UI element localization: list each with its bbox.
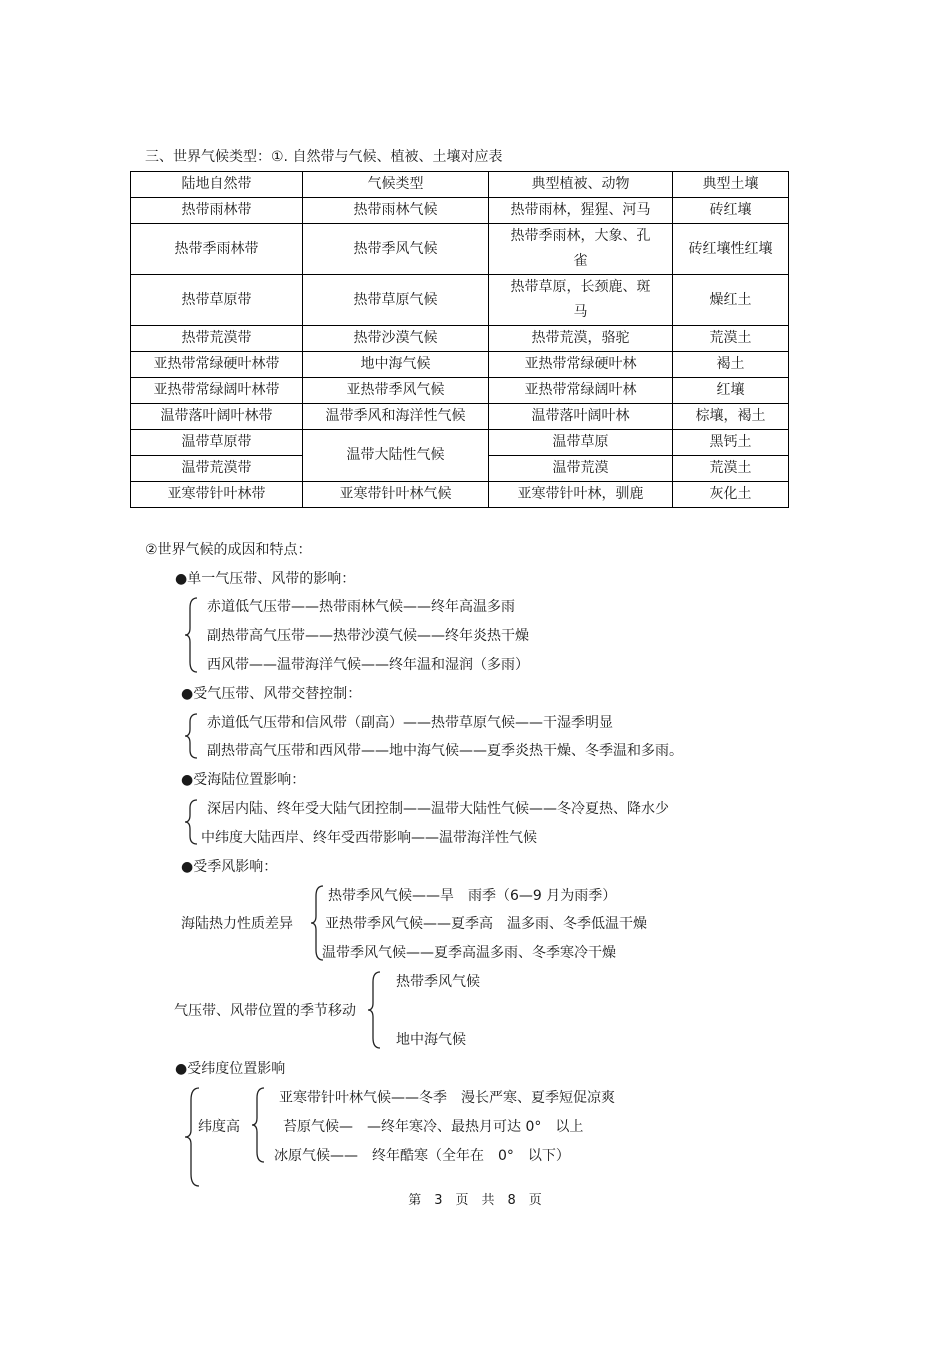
table-header-cell: 陆地自然带 bbox=[131, 172, 303, 198]
brace-label: 气压带、风带位置的季节移动 bbox=[174, 1003, 356, 1019]
table-cell: 亚热带常绿硬叶林带 bbox=[131, 352, 303, 378]
section-heading: ●受气压带、风带交替控制： bbox=[181, 686, 362, 702]
table-cell: 亚热带常绿阔叶林带 bbox=[131, 378, 303, 404]
table-cell: 地中海气候 bbox=[303, 352, 489, 378]
cause-line: 亚寒带针叶林气候——冬季 漫长严寒、夏季短促凉爽 bbox=[279, 1090, 615, 1106]
cause-line: 副热带高气压带和西风带——地中海气候——夏季炎热干燥、冬季温和多雨。 bbox=[207, 743, 683, 759]
table-cell: 亚热带常绿阔叶林 bbox=[489, 378, 673, 404]
table-row bbox=[131, 224, 789, 275]
climate-table bbox=[130, 171, 789, 508]
cause-line: 亚热带季风气候——夏季高 温多雨、冬季低温干燥 bbox=[325, 916, 647, 932]
table-cell: 亚热带季风气候 bbox=[303, 378, 489, 404]
table-cell: 温带草原带 bbox=[131, 430, 303, 456]
cause-line: 中纬度大陆西岸、终年受西带影响——温带海洋性气候 bbox=[201, 830, 537, 846]
curly-brace bbox=[183, 712, 201, 760]
table-cell: 温带荒漠 bbox=[489, 456, 673, 482]
table-cell: 热带草原，长颈鹿、斑马 bbox=[489, 275, 673, 326]
cause-line: 温带季风气候——夏季高温多雨、冬季寒冷干燥 bbox=[322, 945, 616, 961]
table-header-cell: 典型植被、动物 bbox=[489, 172, 673, 198]
curly-brace bbox=[183, 1086, 203, 1188]
cause-line: 副热带高气压带——热带沙漠气候——终年炎热干燥 bbox=[207, 628, 529, 644]
cause-line: 深居内陆、终年受大陆气团控制——温带大陆性气候——冬冷夏热、降水少 bbox=[207, 801, 669, 817]
table-row bbox=[131, 378, 789, 404]
section-title: 三、世界气候类型：①. 自然带与气候、植被、土壤对应表 bbox=[145, 149, 503, 165]
cause-line: 西风带——温带海洋气候——终年温和湿润（多雨） bbox=[207, 657, 529, 673]
table-cell: 热带季雨林，大象、孔雀 bbox=[489, 224, 673, 275]
table-cell: 温带落叶阔叶林带 bbox=[131, 404, 303, 430]
table-cell: 热带季风气候 bbox=[303, 224, 489, 275]
table-cell: 灰化土 bbox=[673, 482, 789, 508]
table-cell: 燥红土 bbox=[673, 275, 789, 326]
table-row bbox=[131, 430, 789, 456]
cause-line: 热带季风气候——旱 雨季（6—9 月为雨季） bbox=[328, 888, 617, 904]
table-cell: 砖红壤 bbox=[673, 198, 789, 224]
table-header-cell: 典型土壤 bbox=[673, 172, 789, 198]
cause-line: 冰原气候—— 终年酷寒（全年在 0° 以下） bbox=[274, 1148, 570, 1164]
table-cell: 亚寒带针叶林带 bbox=[131, 482, 303, 508]
section-heading: ●受海陆位置影响： bbox=[181, 772, 306, 788]
table-cell: 亚热带常绿硬叶林 bbox=[489, 352, 673, 378]
table-header-row bbox=[131, 172, 789, 198]
curly-brace bbox=[183, 596, 201, 674]
table-cell: 亚寒带针叶林，驯鹿 bbox=[489, 482, 673, 508]
table-cell: 温带大陆性气候 bbox=[303, 430, 489, 482]
cause-line: 苔原气候— —终年寒冷、最热月可达 0° 以上 bbox=[283, 1119, 584, 1135]
table-cell: 砖红壤性红壤 bbox=[673, 224, 789, 275]
section-heading: ●受季风影响： bbox=[181, 859, 278, 875]
page-footer: 第 3 页 共 8 页 bbox=[408, 1193, 542, 1208]
table-row bbox=[131, 482, 789, 508]
brace-label: 海陆热力性质差异 bbox=[181, 916, 293, 932]
table-cell: 热带雨林气候 bbox=[303, 198, 489, 224]
section-heading: ●单一气压带、风带的影响： bbox=[175, 571, 356, 587]
brace-label: 纬度高 bbox=[198, 1119, 240, 1135]
curly-brace bbox=[250, 1086, 268, 1164]
table-cell: 热带荒漠带 bbox=[131, 326, 303, 352]
table-cell: 温带草原 bbox=[489, 430, 673, 456]
table-row bbox=[131, 404, 789, 430]
table-cell: 热带沙漠气候 bbox=[303, 326, 489, 352]
table-cell: 温带季风和海洋性气候 bbox=[303, 404, 489, 430]
section-heading: ●受纬度位置影响 bbox=[175, 1061, 286, 1077]
table-cell: 荒漠土 bbox=[673, 326, 789, 352]
table-row bbox=[131, 352, 789, 378]
table-cell: 热带草原带 bbox=[131, 275, 303, 326]
table-cell: 温带荒漠带 bbox=[131, 456, 303, 482]
table-cell: 温带落叶阔叶林 bbox=[489, 404, 673, 430]
table-cell: 热带雨林带 bbox=[131, 198, 303, 224]
cause-line: 赤道低气压带和信风带（副高）——热带草原气候——干湿季明显 bbox=[207, 715, 613, 731]
cause-line: 赤道低气压带——热带雨林气候——终年高温多雨 bbox=[207, 599, 515, 615]
cause-line: 热带季风气候 bbox=[396, 974, 480, 990]
table-cell: 热带季雨林带 bbox=[131, 224, 303, 275]
table-cell: 红壤 bbox=[673, 378, 789, 404]
table-row bbox=[131, 198, 789, 224]
table-header-cell: 气候类型 bbox=[303, 172, 489, 198]
table-cell: 热带草原气候 bbox=[303, 275, 489, 326]
causes-title: ②世界气候的成因和特点： bbox=[145, 542, 312, 558]
cause-line: 地中海气候 bbox=[396, 1032, 466, 1048]
table-row bbox=[131, 275, 789, 326]
table-cell: 黑钙土 bbox=[673, 430, 789, 456]
table-cell: 热带荒漠，骆驼 bbox=[489, 326, 673, 352]
table-cell: 褐土 bbox=[673, 352, 789, 378]
curly-brace bbox=[366, 970, 384, 1050]
table-row bbox=[131, 326, 789, 352]
table-cell: 荒漠土 bbox=[673, 456, 789, 482]
table-cell: 棕壤，褐土 bbox=[673, 404, 789, 430]
table-cell: 亚寒带针叶林气候 bbox=[303, 482, 489, 508]
table-cell: 热带雨林，猩猩、河马 bbox=[489, 198, 673, 224]
curly-brace bbox=[183, 798, 201, 846]
